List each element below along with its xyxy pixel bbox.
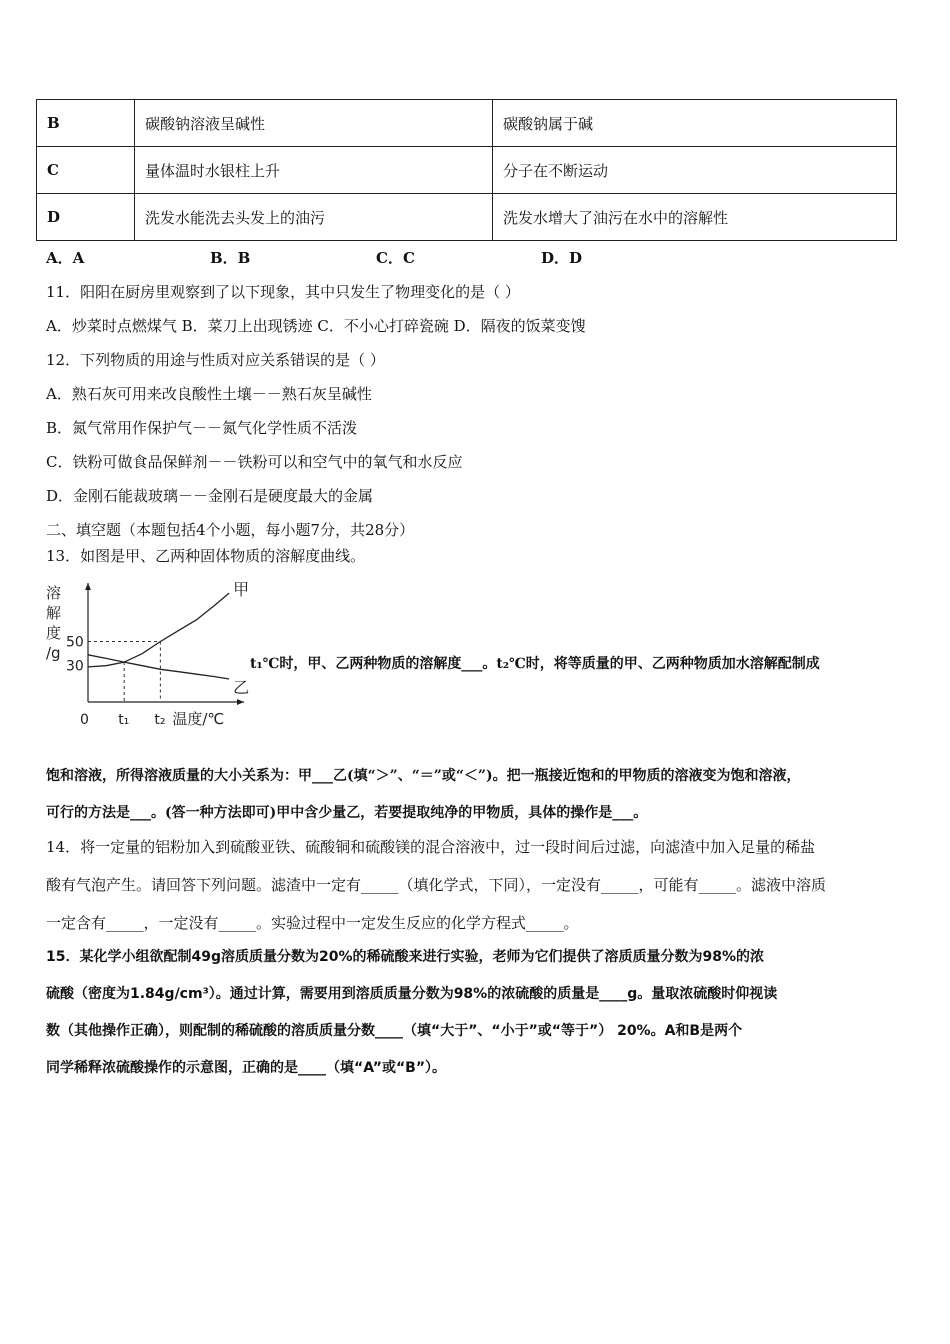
q13-text-right: t₁℃时，甲、乙两种物质的溶解度___。t₂℃时，将等质量的甲、乙两种物质加水溶解配制成 xyxy=(250,656,820,672)
x-tick-label: t₂ xyxy=(154,712,166,728)
row-phenomenon: 量体温时水银柱上升 xyxy=(135,147,493,194)
q14-line3: 一定含有_____，一定没有_____。实验过程中一定发生反应的化学方程式_____。 xyxy=(46,914,579,932)
q12-stem: 12．下列物质的用途与性质对应关系错误的是（ ） xyxy=(46,351,385,369)
series-label: 乙 xyxy=(233,678,250,697)
q14-line1: 14．将一定量的铝粉加入到硫酸亚铁、硫酸铜和硫酸镁的混合溶液中，过一段时间后过滤，向滤渣中加入足量的稀盐 xyxy=(46,838,816,856)
q13-line2: 饱和溶液，所得溶液质量的大小关系为：甲___乙(填“＞”、“＝”或“＜”)。把一瓶接近饱和的甲物质的溶液变为饱和溶液， xyxy=(46,768,801,784)
table-row xyxy=(37,147,897,194)
q11-stem: 11．阳阳在厨房里观察到了以下现象，其中只发生了物理变化的是（ ） xyxy=(46,283,520,301)
solubility-chart xyxy=(40,580,250,735)
x-axis-arrow xyxy=(237,699,244,705)
row-explanation: 分子在不断运动 xyxy=(493,147,897,194)
q10-option-a: A．A xyxy=(46,249,85,267)
y-tick-label: 30 xyxy=(66,658,84,675)
q10-option-b: B．B xyxy=(210,249,251,267)
row-label: C xyxy=(37,147,135,194)
series-label: 甲 xyxy=(233,580,250,600)
q12-option-a: A．熟石灰可用来改良酸性土壤－－熟石灰呈碱性 xyxy=(46,385,372,403)
q13-stem: 13．如图是甲、乙两种固体物质的溶解度曲线。 xyxy=(46,547,366,565)
row-explanation: 碳酸钠属于碱 xyxy=(493,100,897,147)
x-tick-label: t₁ xyxy=(118,712,130,728)
q15-line2: 硫酸（密度为1.84g/cm³）。通过计算，需要用到溶质质量分数为98%的浓硫酸的质量是____g。量取浓硫酸时仰视读 xyxy=(46,986,778,1002)
q15-line4: 同学稀释浓硫酸操作的示意图，正确的是____（填“A”或“B”）。 xyxy=(46,1060,447,1076)
q11-options: A．炒菜时点燃煤气 B．菜刀上出现锈迹 C．不小心打碎瓷碗 D．隔夜的饭菜变馊 xyxy=(46,317,586,335)
row-phenomenon: 洗发水能洗去头发上的油污 xyxy=(135,194,493,241)
y-axis-arrow xyxy=(85,583,91,590)
y-axis-label: /g xyxy=(46,644,61,662)
y-tick-label: 50 xyxy=(66,634,84,651)
series-curve-jia xyxy=(88,593,229,667)
row-label: B xyxy=(37,100,135,147)
row-label: D xyxy=(37,194,135,241)
q12-option-d: D．金刚石能裁玻璃－－金刚石是硬度最大的金属 xyxy=(46,487,374,505)
y-axis-label: 解 xyxy=(46,604,62,622)
q13-line3: 可行的方法是___。(答一种方法即可)甲中含少量乙，若要提取纯净的甲物质，具体的操作是___。 xyxy=(46,805,648,821)
y-axis-label: 度 xyxy=(46,624,62,642)
q10-option-d: D．D xyxy=(541,249,583,267)
q15-line3: 数（其他操作正确），则配制的稀硫酸的溶质质量分数____（填“大于”、“小于”或“等于”） 20%。A和B是两个 xyxy=(46,1023,743,1039)
q12-option-c: C．铁粉可做食品保鲜剂－－铁粉可以和空气中的氧气和水反应 xyxy=(46,453,463,471)
q12-option-b: B．氮气常用作保护气－－氮气化学性质不活泼 xyxy=(46,419,358,437)
row-explanation: 洗发水增大了油污在水中的溶解性 xyxy=(493,194,897,241)
section-heading: 二、填空题（本题包括4个小题，每小题7分，共28分） xyxy=(46,521,415,539)
q15-line1: 15．某化学小组欲配制49g溶质质量分数为20%的稀硫酸来进行实验，老师为它们提供了溶质质量分数为98%的浓 xyxy=(46,949,765,965)
row-phenomenon: 碳酸钠溶液呈碱性 xyxy=(135,100,493,147)
table-row xyxy=(37,194,897,241)
q14-line2: 酸有气泡产生。请回答下列问题。滤渣中一定有_____（填化学式，下同），一定没有_____，可能有_____。滤液中溶质 xyxy=(46,876,827,894)
series-curve-yi xyxy=(88,655,229,679)
table-row xyxy=(37,100,897,147)
y-axis-label: 溶 xyxy=(46,584,62,602)
q10-option-c: C．C xyxy=(376,249,415,267)
options-table xyxy=(36,99,897,241)
x-axis-label: 温度/℃ xyxy=(172,710,225,728)
origin-label: 0 xyxy=(80,712,89,728)
